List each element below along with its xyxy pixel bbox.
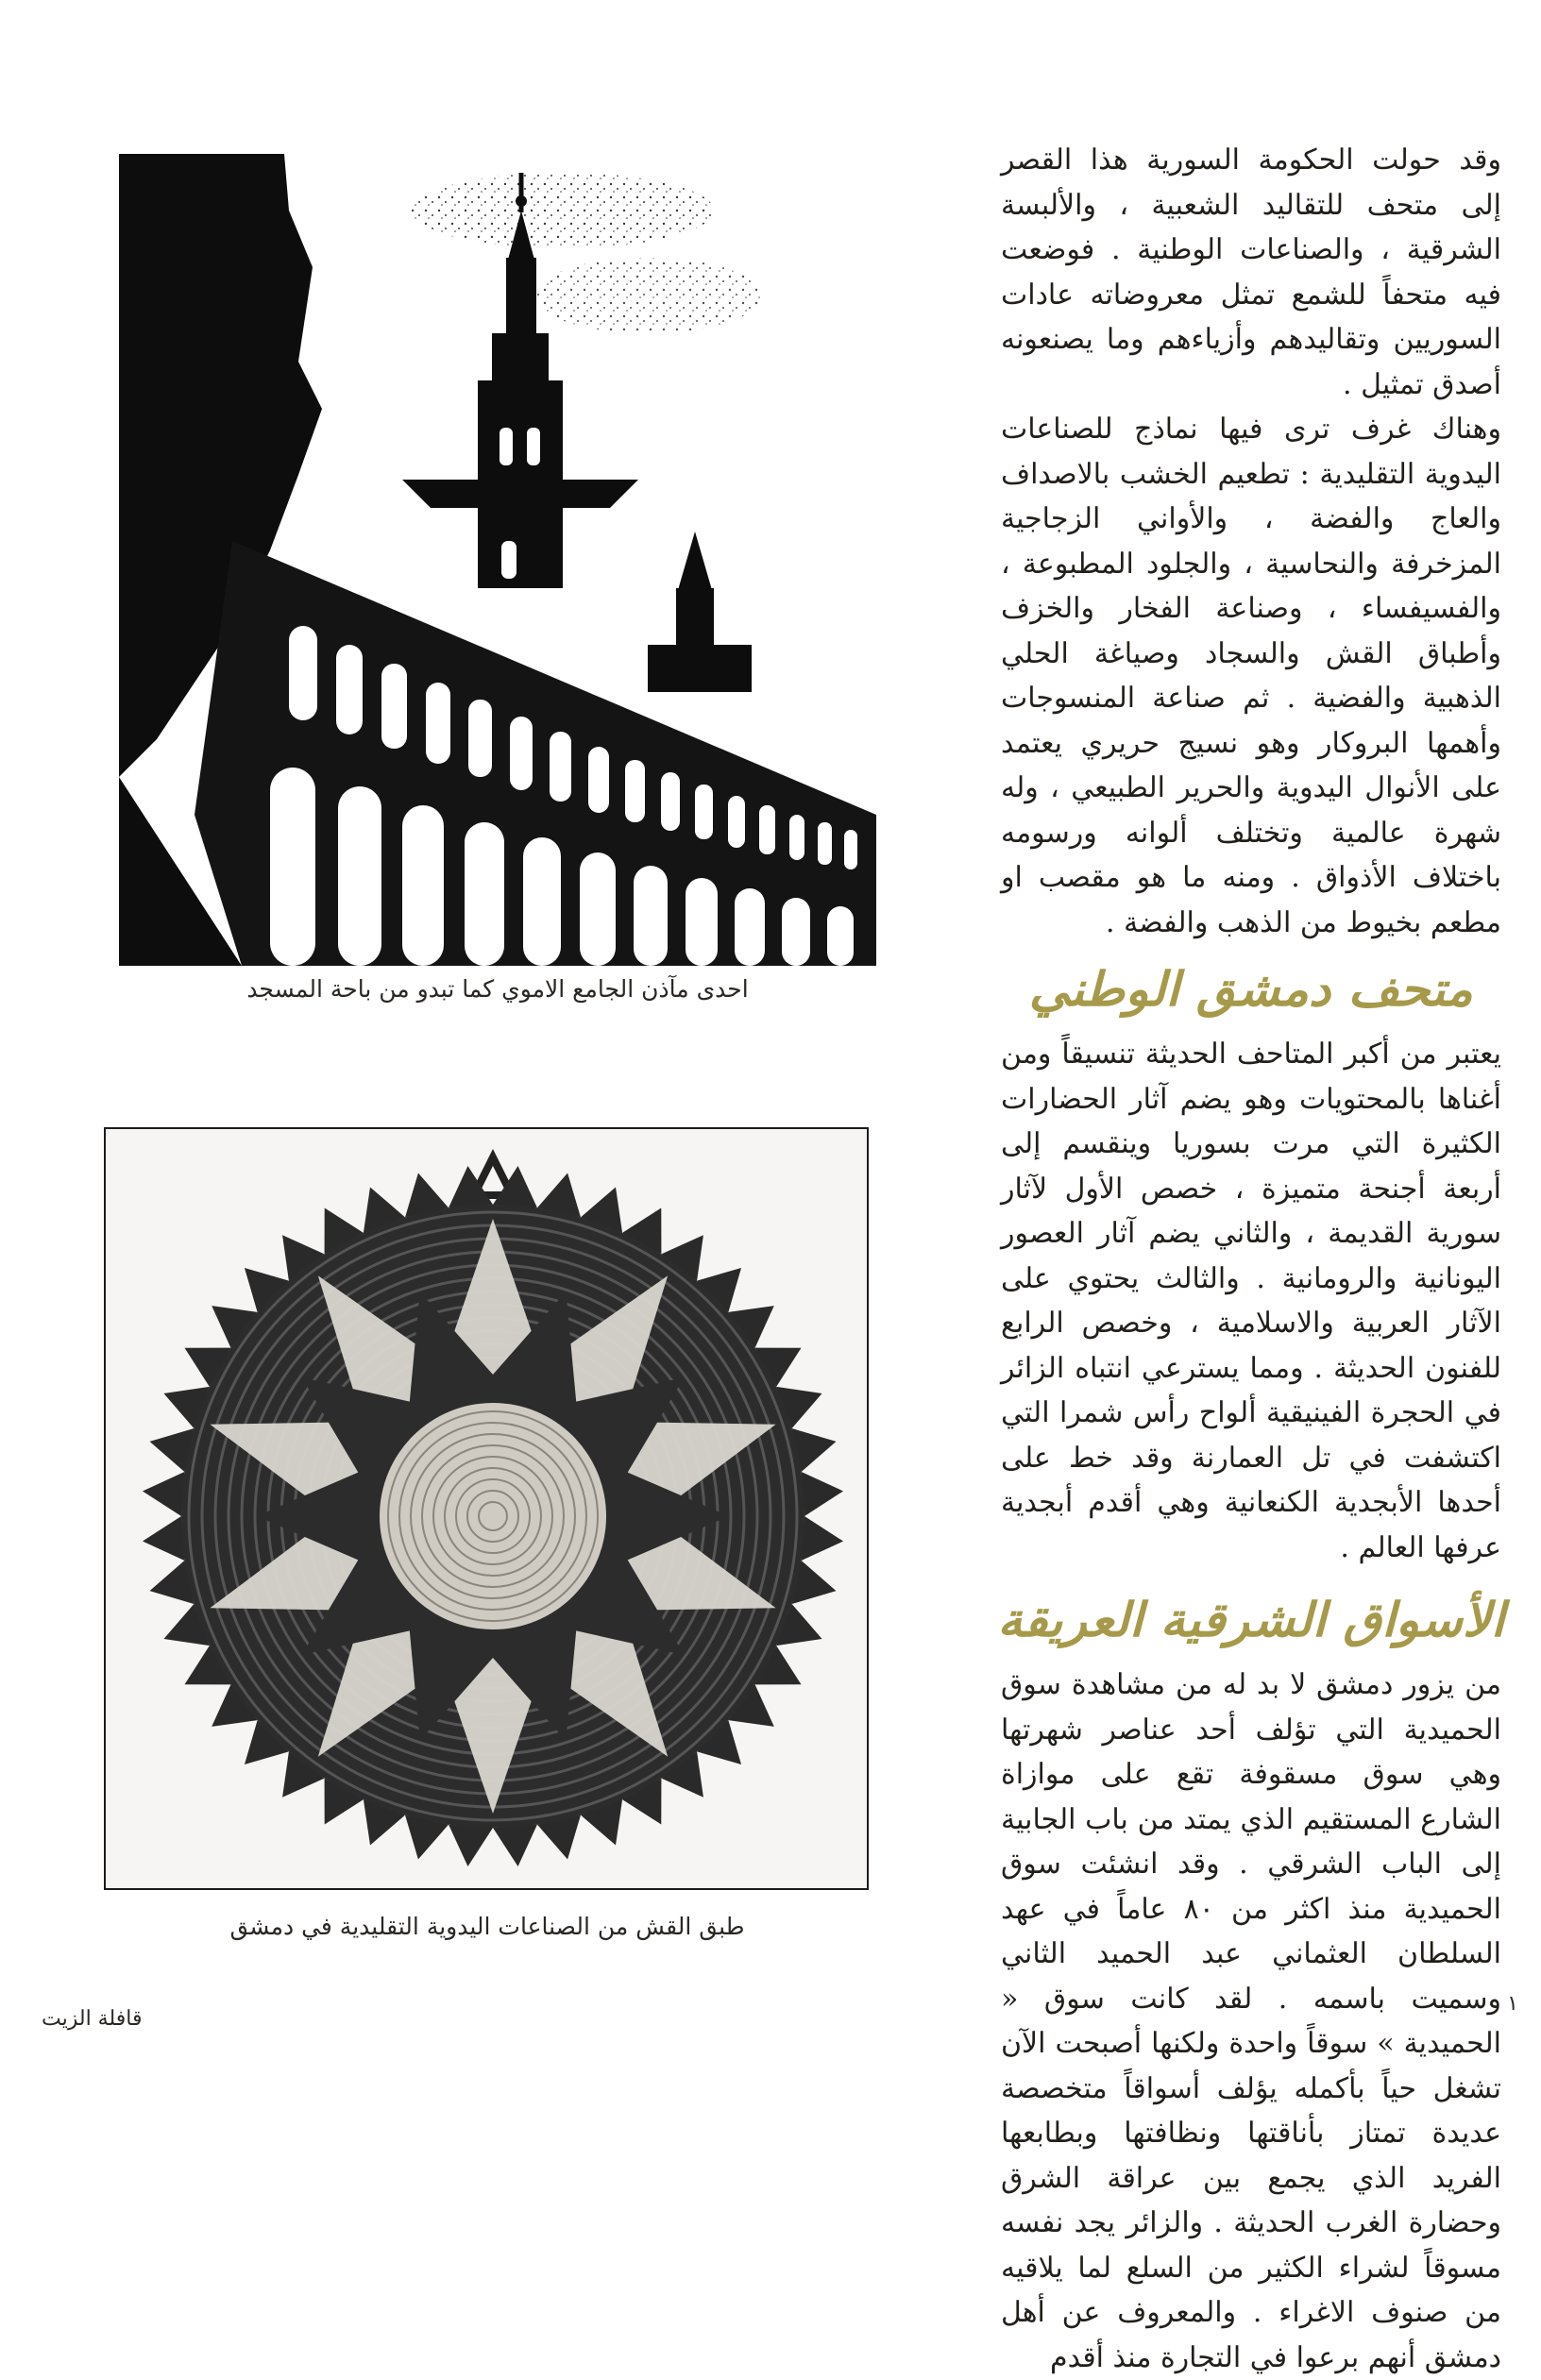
minaret-photo (119, 154, 876, 966)
paragraph-museum: يعتبر من أكبر المتاحف الحديثة تنسيقاً ومن أغناها بالمحتويات وهو يضم آثار الحضارات الكثيرة التي مرت بسوريا وينقسم إلى أربعة أجنحة متميزة ، خصص الأول لآثار سورية القديمة ، والثاني يضم آثار العصور اليونانية والرومانية . والثالث يحتوي على الآثار العربية والاسلامية ، وخصص الرابع للفنون الحديثة . ومما يسترعي انتباه الزائر في الحجرة الفينيقية ألواح رأس شمرا التي اكتشفت في تل العمارنة وقد خط على أحدها الأبجدية الكنعانية وهي أقدم أبجدية عرفها العالم . (1001, 1038, 1501, 1564)
heading-national-museum-text: متحف دمشق الوطني (1029, 961, 1473, 1017)
tray-figure (104, 1127, 871, 1940)
paragraph-crafts: وهناك غرف ترى فيها نماذج للصناعات اليدوية التقليدية : تطعيم الخشب بالاصداف والعاج والفضة ، والأواني الزجاجية المزخرفة والنحاسية ، والجلود المطبوعة ، والفسيفساء ، وصناعة الفخار والخزف وأطباق القش والسجاد وصياغة الحلي الذهبية والفضية . ثم صناعة المنسوجات وأهمها البروكار وهو نسيج حريري يعتمد على الأنوال اليدوية والحرير الطبيعي ، وله شهرة عالمية وتختلف ألوانه ورسومه باختلاف الأذواق . ومنه ما هو مقصب او مطعم بخيوط من الذهب والفضة . (1001, 413, 1501, 939)
tray-photo-frame (104, 1127, 869, 1890)
tray-caption: طبق القش من الصناعات اليدوية التقليدية في دمشق (229, 1913, 745, 1940)
minaret-caption: احدى مآذن الجامع الاموي كما تبدو من باحة المسجد (246, 975, 749, 1003)
page-number: ١ (1507, 1992, 1518, 2016)
heading-eastern-markets (997, 1581, 1505, 1659)
magazine-name: قافلة الزيت (42, 2007, 143, 2031)
heading-eastern-markets-text: الأسواق الشرقية العريقة (997, 1592, 1505, 1647)
paragraph-palace: وقد حولت الحكومة السورية هذا القصر إلى متحف للتقاليد الشعبية ، والألبسة الشرقية ، والصناعات الوطنية . فوضعت فيه متحفاً للشمع تمثل معروضاته عادات السوريين وتقاليدهم وأزياءهم وما يصنعونه أصدق تمثيل . (1001, 143, 1501, 401)
article-column (997, 138, 1505, 2380)
tray-photo (106, 1129, 867, 1888)
paragraph-markets: من يزور دمشق لا بد له من مشاهدة سوق الحميدية التي تؤلف أحد عناصر شهرتها وهي سوق مسقوفة تقع على موازاة الشارع المستقيم الذي يمتد من باب الجابية إلى الباب الشرقي . وقد انشئت سوق الحميدية منذ اكثر من ٨٠ عاماً في عهد السلطان العثماني عبد الحميد الثاني وسميت باسمه . لقد كانت سوق « الحميدية » سوقاً واحدة ولكنها أصبحت الآن تشغل حياً بأكمله يؤلف أسواقاً متخصصة عديدة تمتاز بأناقتها ونظافتها وبطابعها الفريد الذي يجمع بين عراقة الشرق وحضارة الغرب الحديثة . والزائر يجد نفسه مسوقاً لشراء الكثير من السلع لما يلاقيه من صنوف الاغراء . والمعروف عن أهل دمشق أنهم برعوا في التجارة منذ أقدم (1001, 1668, 1502, 2374)
minaret-figure (119, 154, 876, 1003)
heading-national-museum (1001, 951, 1501, 1028)
